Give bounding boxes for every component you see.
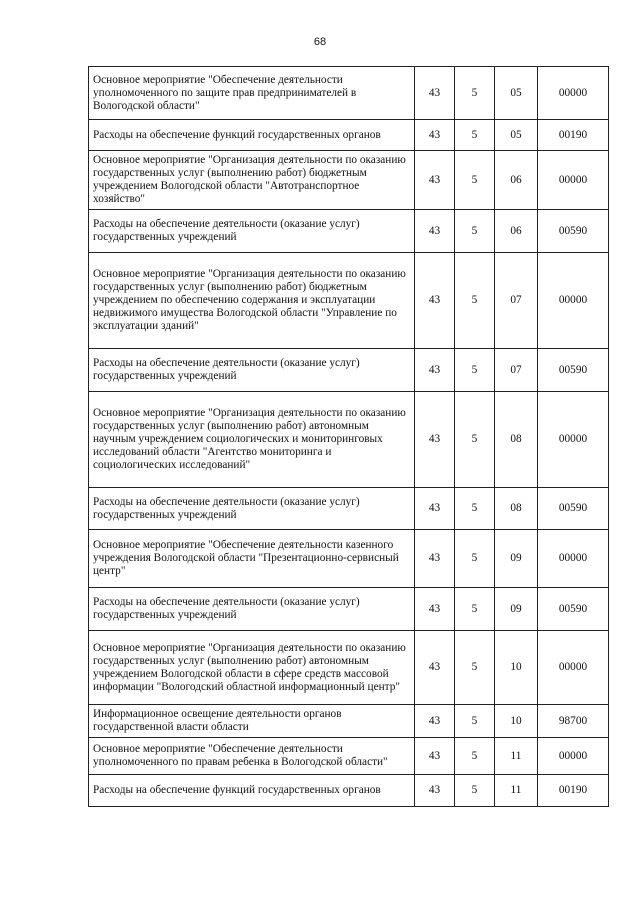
code-cell-2: 5	[455, 705, 495, 738]
code-cell-4: 00000	[538, 738, 609, 775]
code-cell-1: 43	[415, 210, 455, 253]
code-cell-1: 43	[415, 151, 455, 210]
table-row	[89, 530, 609, 588]
code-cell-4: 00590	[538, 210, 609, 253]
code-cell-3: 09	[495, 588, 538, 631]
code-cell-4: 00000	[538, 530, 609, 588]
code-cell-1: 43	[415, 349, 455, 392]
code-cell-4: 00000	[538, 253, 609, 349]
code-cell-3: 07	[495, 349, 538, 392]
code-cell-2: 5	[455, 151, 495, 210]
table-row	[89, 588, 609, 631]
row-name-cell: Расходы на обеспечение деятельности (оказание услуг) государственных учреждений	[89, 488, 415, 530]
code-cell-3: 08	[495, 488, 538, 530]
table-row	[89, 67, 609, 120]
code-cell-2: 5	[455, 210, 495, 253]
code-cell-3: 05	[495, 67, 538, 120]
row-name-cell: Расходы на обеспечение деятельности (оказание услуг) государственных учреждений	[89, 349, 415, 392]
code-cell-2: 5	[455, 588, 495, 631]
row-name-cell: Основное мероприятие "Организация деятельности по оказанию государственных услуг (выполнению работ) автономным научным учреждением социологических и мониторинговых исследований области "Агентство мониторинга и социологических исследований"	[89, 392, 415, 488]
row-name-cell: Основное мероприятие "Обеспечение деятельности казенного учреждения Вологодской области "Презентационно-сервисный центр"	[89, 530, 415, 588]
code-cell-3: 11	[495, 775, 538, 807]
code-cell-4: 00000	[538, 151, 609, 210]
code-cell-1: 43	[415, 253, 455, 349]
code-cell-3: 10	[495, 705, 538, 738]
row-name-cell: Основное мероприятие "Обеспечение деятельности уполномоченного по защите прав предпринимателей в Вологодской области"	[89, 67, 415, 120]
code-cell-1: 43	[415, 530, 455, 588]
code-cell-4: 00190	[538, 120, 609, 151]
code-cell-1: 43	[415, 588, 455, 631]
code-cell-4: 00000	[538, 67, 609, 120]
code-cell-3: 08	[495, 392, 538, 488]
code-cell-4: 00590	[538, 349, 609, 392]
table-row	[89, 488, 609, 530]
page-number: 68	[313, 36, 327, 48]
table-row	[89, 349, 609, 392]
code-cell-3: 09	[495, 530, 538, 588]
code-cell-3: 06	[495, 151, 538, 210]
code-cell-3: 06	[495, 210, 538, 253]
code-cell-2: 5	[455, 738, 495, 775]
code-cell-1: 43	[415, 67, 455, 120]
code-cell-2: 5	[455, 631, 495, 705]
table-row	[89, 738, 609, 775]
code-cell-1: 43	[415, 392, 455, 488]
table-row	[89, 631, 609, 705]
code-cell-4: 00000	[538, 631, 609, 705]
code-cell-1: 43	[415, 488, 455, 530]
code-cell-4: 00190	[538, 775, 609, 807]
row-name-cell: Основное мероприятие "Организация деятельности по оказанию государственных услуг (выполнению работ) автономным учреждением Вологодской области в сфере средств массовой информации "Вологодский областной информационный центр"	[89, 631, 415, 705]
code-cell-2: 5	[455, 775, 495, 807]
table-row	[89, 210, 609, 253]
row-name-cell: Основное мероприятие "Организация деятельности по оказанию государственных услуг (выполнению работ) бюджетным учреждением Вологодской области "Автотранспортное хозяйство"	[89, 151, 415, 210]
table-row	[89, 151, 609, 210]
table-row	[89, 775, 609, 807]
table-body	[89, 67, 609, 807]
row-name-cell: Основное мероприятие "Обеспечение деятельности уполномоченного по правам ребенка в Вологодской области"	[89, 738, 415, 775]
code-cell-1: 43	[415, 120, 455, 151]
code-cell-2: 5	[455, 488, 495, 530]
code-cell-4: 00590	[538, 588, 609, 631]
code-cell-2: 5	[455, 120, 495, 151]
code-cell-2: 5	[455, 349, 495, 392]
row-name-cell: Расходы на обеспечение функций государственных органов	[89, 120, 415, 151]
budget-table	[88, 66, 609, 807]
code-cell-2: 5	[455, 530, 495, 588]
table-row	[89, 120, 609, 151]
code-cell-3: 05	[495, 120, 538, 151]
code-cell-1: 43	[415, 705, 455, 738]
row-name-cell: Информационное освещение деятельности органов государственной власти области	[89, 705, 415, 738]
table-row	[89, 253, 609, 349]
row-name-cell: Основное мероприятие "Организация деятельности по оказанию государственных услуг (выполнению работ) бюджетным учреждением по обеспечению содержания и эксплуатации недвижимого имущества Вологодской области "Управление по эксплуатации зданий"	[89, 253, 415, 349]
code-cell-3: 10	[495, 631, 538, 705]
code-cell-4: 00000	[538, 392, 609, 488]
code-cell-1: 43	[415, 631, 455, 705]
code-cell-4: 00590	[538, 488, 609, 530]
code-cell-1: 43	[415, 775, 455, 807]
code-cell-3: 07	[495, 253, 538, 349]
row-name-cell: Расходы на обеспечение деятельности (оказание услуг) государственных учреждений	[89, 588, 415, 631]
table-row	[89, 705, 609, 738]
code-cell-4: 98700	[538, 705, 609, 738]
row-name-cell: Расходы на обеспечение деятельности (оказание услуг) государственных учреждений	[89, 210, 415, 253]
row-name-cell: Расходы на обеспечение функций государственных органов	[89, 775, 415, 807]
code-cell-1: 43	[415, 738, 455, 775]
code-cell-2: 5	[455, 253, 495, 349]
code-cell-3: 11	[495, 738, 538, 775]
code-cell-2: 5	[455, 67, 495, 120]
table-row	[89, 392, 609, 488]
code-cell-2: 5	[455, 392, 495, 488]
